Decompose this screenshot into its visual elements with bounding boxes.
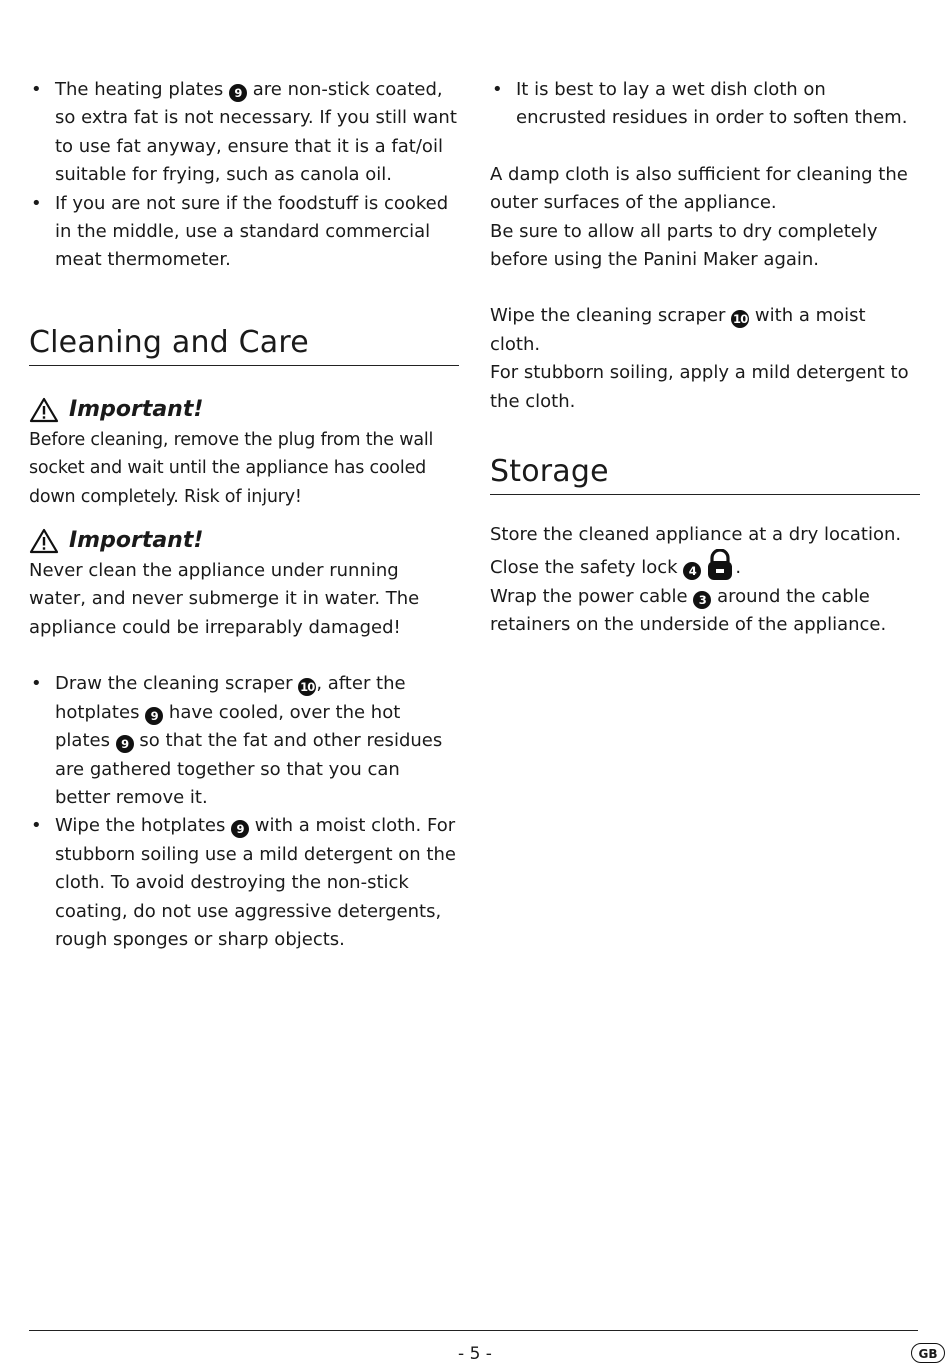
reference-number: 4: [683, 562, 701, 580]
reference-number: 10: [733, 312, 748, 327]
page-number: - 5 -: [458, 1344, 492, 1364]
footer-divider: [29, 1330, 918, 1331]
paragraph: Store the cleaned appliance at a dry location.: [490, 524, 902, 546]
right-column: [490, 76, 920, 640]
bullet-list-top: [29, 76, 459, 275]
important-text: Before cleaning, remove the plug from the wall socket and wait until the appliance has cooled down completely. Risk of injury!: [29, 429, 434, 507]
reference-number: 9: [116, 735, 134, 753]
section-heading-cleaning: [29, 323, 459, 366]
important-text: Never clean the appliance under running water, and never submerge it in water. The appliance could be irreparably damaged!: [29, 560, 420, 638]
warning-triangle-icon: [29, 397, 59, 423]
paragraph: Wrap the power cable 3 around the cable retainers on the underside of the appliance.: [490, 585, 887, 636]
list-item: • Draw the cleaning scraper 10, after the hotplates 9 have cooled, over the hot plates 9 so that the fat and other residues are gathered together so that you can better remove it.: [29, 670, 459, 812]
bullet-list-cleaning: [29, 670, 459, 954]
paragraph: Close the safety lock 4 .: [490, 549, 920, 582]
reference-number: 9: [229, 84, 247, 102]
important-notice-2: [29, 525, 459, 557]
list-item: • Wipe the hotplates 9 with a moist cloth. For stubborn soiling use a mild detergent on the cloth. To avoid destroying the non-stick coating, do not use aggressive detergents, rough sponges or sharp objects.: [29, 812, 459, 954]
paragraph: Wipe the cleaning scraper 10 with a moist cloth.: [490, 305, 866, 355]
section-heading-storage: [490, 452, 920, 495]
country-code-badge: GB: [911, 1343, 945, 1363]
section-title: Cleaning and Care: [29, 324, 309, 360]
section-title: Storage: [490, 454, 609, 490]
warning-triangle-icon: [29, 528, 59, 554]
reference-number: 9: [231, 820, 249, 838]
important-label: Important!: [69, 396, 204, 422]
padlock-closed-icon: [705, 549, 735, 581]
list-item: • It is best to lay a wet dish cloth on encrusted residues in order to soften them.: [490, 76, 920, 133]
reference-number: 10: [300, 680, 315, 695]
reference-number: 3: [693, 591, 711, 609]
important-label: Important!: [69, 528, 204, 554]
paragraph: Be sure to allow all parts to dry completely before using the Panini Maker again.: [490, 220, 878, 271]
bullet-list-right: [490, 76, 920, 133]
left-column: [29, 76, 459, 954]
list-item: • If you are not sure if the foodstuff is cooked in the middle, use a standard commercial meat thermometer.: [29, 190, 459, 275]
important-notice-1: [29, 394, 459, 426]
paragraph: For stubborn soiling, apply a mild detergent to the cloth.: [490, 362, 909, 412]
paragraph: A damp cloth is also sufficient for cleaning the outer surfaces of the appliance.: [490, 163, 908, 214]
list-item: • The heating plates 9 are non-stick coated, so extra fat is not necessary. If you still want to use fat anyway, ensure that it is a fat/oil suitable for frying, such as canola oil.: [29, 76, 459, 190]
reference-number: 9: [145, 707, 163, 725]
